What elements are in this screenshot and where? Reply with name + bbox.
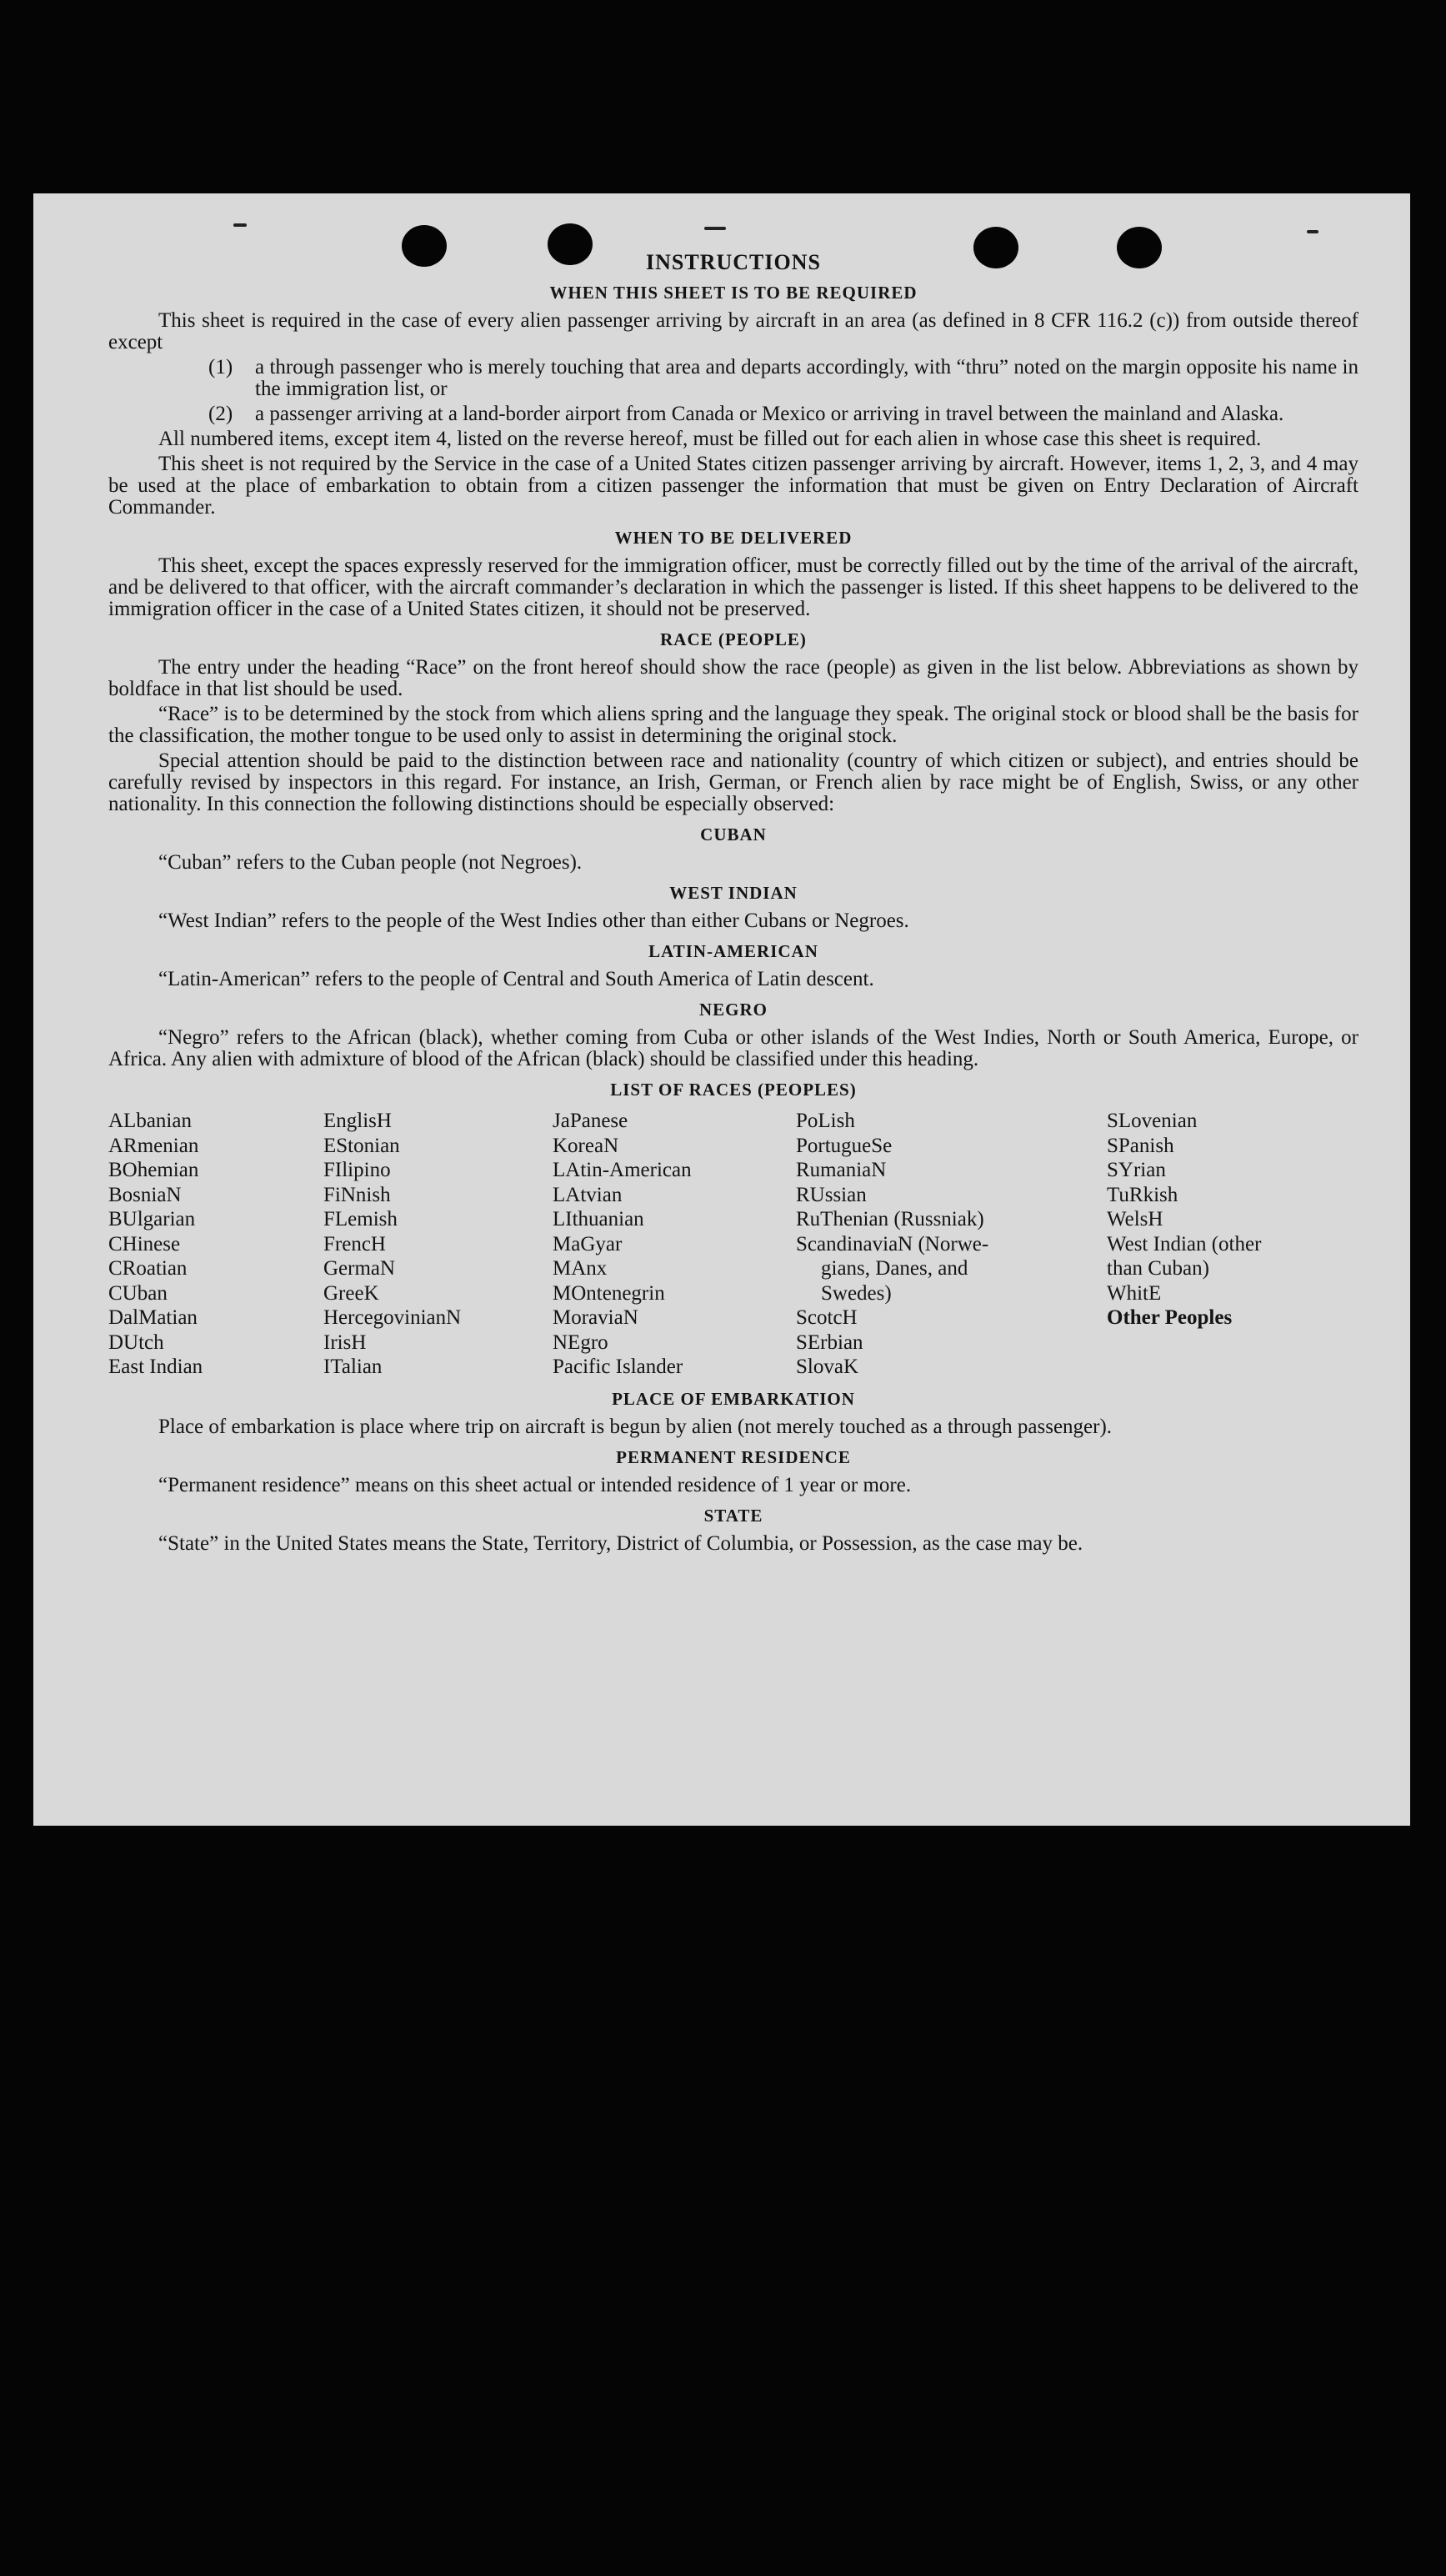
races-column <box>553 1109 796 1380</box>
section-heading: RACE (PEOPLE) <box>660 629 807 649</box>
paragraph: “Race” is to be determined by the stock from which aliens spring and the language they speak. The original stock or blood shall be the basis for the classification, the mother tongue to be used only to assist in determining the original stock. <box>108 703 1358 747</box>
section-heading: PLACE OF EMBARKATION <box>612 1388 855 1409</box>
race-entry: LIthuanian <box>553 1208 644 1230</box>
race-entry: ScandinaviaN (Norwe- <box>796 1232 989 1255</box>
race-entry: Pacific Islander <box>553 1356 683 1378</box>
paragraph: “State” in the United States means the State, Territory, District of Columbia, or Possession, as the case may be. <box>158 1531 1083 1555</box>
paragraph: All numbered items, except item 4, listed on the reverse hereof, must be filled out for each alien in whose case this sheet is required. <box>158 428 1262 450</box>
race-entry: Swedes) <box>821 1281 892 1305</box>
paragraph: This sheet is not required by the Service in the case of a United States citizen passenger arriving by aircraft. However, items 1, 2, 3, and 4 may be used at the place of embarkation to obtain from a citizen passenger the information that must be given on Entry Declaration of Aircraft Commander. <box>108 453 1358 519</box>
paragraph: “West Indian” refers to the people of the West Indies other than either Cubans or Negroes. <box>158 910 909 932</box>
item-number: (1) <box>208 356 233 378</box>
race-entry: West Indian (other <box>1107 1232 1262 1255</box>
race-entry: LAtvian <box>553 1183 623 1206</box>
paragraph: “Negro” refers to the African (black), whether coming from Cuba or other islands of the West Indies, North or South America, Europe, or Africa. Any alien with admixture of blood of the African (black) should be classified under this heading. <box>108 1026 1358 1070</box>
race-entry: CHinese <box>108 1232 181 1255</box>
race-entry: KoreaN <box>553 1134 619 1157</box>
race-entry: FrencH <box>323 1232 386 1255</box>
race-entry: ITalian <box>323 1356 383 1378</box>
race-entry: East Indian <box>108 1356 203 1378</box>
race-entry: EStonian <box>323 1134 400 1157</box>
race-entry: HercegovinianN <box>323 1306 462 1329</box>
page-title: INSTRUCTIONS <box>646 250 821 274</box>
race-entry: NEgro <box>553 1331 608 1354</box>
paragraph: Place of embarkation is place where trip on aircraft is begun by alien (not merely touched as a through passenger). <box>158 1415 1113 1438</box>
races-column <box>323 1109 553 1380</box>
race-entry: JaPanese <box>553 1110 628 1132</box>
races-column <box>796 1109 1107 1380</box>
race-entry: Other Peoples <box>1107 1306 1233 1329</box>
race-entry: ALbanian <box>108 1110 192 1132</box>
paragraph: This sheet, except the spaces expressly reserved for the immigration officer, must be correctly filled out by the time of the arrival of the aircraft, and be delivered to that officer, with the aircraft commander’s declaration in which the passenger is listed. If this sheet happens to be delivered to the immigration officer in the case of a United States citizen, it should not be preserved. <box>108 554 1358 620</box>
item-text: a passenger arriving at a land-border airport from Canada or Mexico or arriving in travel between the mainland and Alaska. <box>255 403 1284 425</box>
paragraph: “Permanent residence” means on this sheet actual or intended residence of 1 year or more. <box>158 1473 912 1496</box>
paragraph: This sheet is required in the case of every alien passenger arriving by aircraft in an area (as defined in 8 CFR 116.2 (c)) from outside thereof except <box>108 309 1358 353</box>
race-entry: BUlgarian <box>108 1208 196 1230</box>
paragraph: Special attention should be paid to the distinction between race and nationality (country of which citizen or subject), and entries should be carefully revised by inspectors in this regard. For instance, an Irish, German, or French alien by race might be of English, Swiss, or any other nationality. In this connection the following distinctions should be especially observed: <box>108 749 1358 815</box>
scan-mark <box>233 223 247 227</box>
race-entry: SYrian <box>1107 1159 1166 1181</box>
race-entry: EnglisH <box>323 1110 392 1132</box>
document-sheet <box>33 193 1410 1826</box>
race-entry: BOhemian <box>108 1159 199 1181</box>
section-heading: WHEN THIS SHEET IS TO BE REQUIRED <box>549 283 918 303</box>
paragraph: “Latin-American” refers to the people of Central and South America of Latin descent. <box>158 968 874 990</box>
race-entry: FLemish <box>323 1208 398 1230</box>
race-entry: IrisH <box>323 1331 367 1354</box>
races-column <box>108 1109 323 1380</box>
races-column <box>1107 1109 1332 1380</box>
race-entry: MoraviaN <box>553 1306 638 1329</box>
paragraph: “Cuban” refers to the Cuban people (not Negroes). <box>158 851 583 874</box>
race-entry: GermaN <box>323 1257 396 1280</box>
races-list <box>108 1109 1358 1380</box>
race-entry: ARmenian <box>108 1134 199 1157</box>
race-entry: DalMatian <box>108 1306 198 1329</box>
race-entry: SlovaK <box>796 1356 858 1378</box>
race-entry: LAtin-American <box>553 1159 692 1181</box>
race-entry: RumaniaN <box>796 1159 887 1181</box>
item-text: a through passenger who is merely touching that area and departs accordingly, with “thru” noted on the margin opposite his name in the immigration list, or <box>255 356 1358 400</box>
race-entry: MaGyar <box>553 1232 623 1255</box>
race-entry: DUtch <box>108 1331 164 1354</box>
race-entry: FiNnish <box>323 1183 391 1206</box>
section-heading: STATE <box>703 1505 763 1526</box>
section-heading: WEST INDIAN <box>669 883 798 903</box>
race-entry: SLovenian <box>1107 1110 1198 1132</box>
race-entry: BosniaN <box>108 1183 182 1206</box>
section-heading: WHEN TO BE DELIVERED <box>614 528 853 548</box>
section-heading: LIST OF RACES (PEOPLES) <box>610 1080 857 1100</box>
section-heading: NEGRO <box>698 1000 768 1020</box>
race-entry: RuThenian (Russniak) <box>796 1208 984 1230</box>
section-heading: CUBAN <box>700 824 767 844</box>
race-entry: TuRkish <box>1107 1183 1178 1206</box>
race-entry: ScotcH <box>796 1306 858 1329</box>
race-entry: SPanish <box>1107 1134 1174 1157</box>
scan-mark <box>704 227 726 230</box>
race-entry: PoLish <box>796 1110 855 1132</box>
item-number: (2) <box>208 403 233 425</box>
race-entry: WelsH <box>1107 1208 1163 1230</box>
list-item <box>108 403 1358 425</box>
list-item <box>108 357 1358 400</box>
race-entry: GreeK <box>323 1281 379 1305</box>
instructions-content <box>108 252 1358 1558</box>
race-entry: SErbian <box>796 1331 863 1354</box>
section-heading: LATIN-AMERICAN <box>648 941 818 961</box>
scan-mark <box>1307 230 1318 233</box>
race-entry: RUssian <box>796 1183 867 1206</box>
paragraph: The entry under the heading “Race” on the front hereof should show the race (people) as given in the list below. Abbreviations as shown by boldface in that list should be used. <box>108 656 1358 700</box>
race-entry: PortugueSe <box>796 1134 893 1157</box>
race-entry: MAnx <box>553 1257 608 1280</box>
race-entry: gians, Danes, and <box>821 1257 968 1280</box>
section-heading: PERMANENT RESIDENCE <box>616 1446 851 1467</box>
race-entry: CRoatian <box>108 1257 188 1280</box>
race-entry: MOntenegrin <box>553 1281 665 1305</box>
race-entry: WhitE <box>1107 1281 1162 1305</box>
race-entry: than Cuban) <box>1107 1257 1209 1280</box>
race-entry: CUban <box>108 1281 168 1305</box>
race-entry: FIlipino <box>323 1159 391 1181</box>
